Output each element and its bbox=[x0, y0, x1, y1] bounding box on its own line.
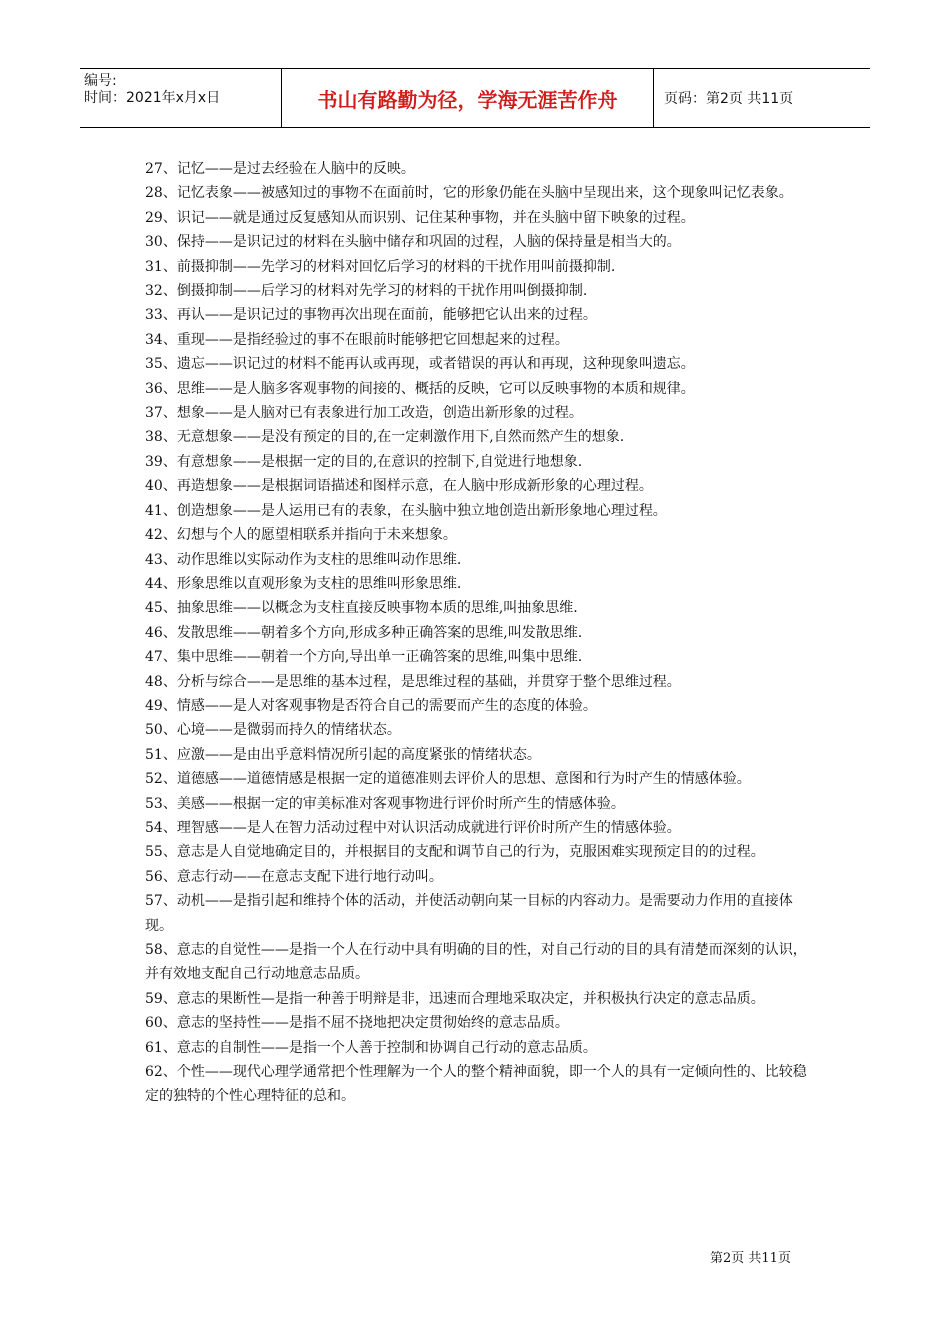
definition-paragraph: 28、记忆表象——被感知过的事物不在面前时，它的形象仍能在头脑中呈现出来，这个现象叫记忆表象。 bbox=[145, 185, 793, 202]
header-page-label: 页码：第2页 共11页 bbox=[664, 91, 794, 107]
document-header bbox=[80, 68, 870, 128]
definition-paragraph: 43、动作思维以实际动作为支柱的思维叫动作思维. bbox=[145, 551, 462, 568]
number-label: 编号: bbox=[84, 73, 117, 89]
definition-paragraph: 38、无意想象——是没有预定的目的,在一定刺激作用下,自然而然产生的想象. bbox=[145, 429, 625, 446]
document-body bbox=[145, 157, 812, 1109]
definition-paragraph: 61、意志的自制性——是指一个人善于控制和协调自己行动的意志品质。 bbox=[145, 1039, 597, 1056]
definition-paragraph: 53、美感——根据一定的审美标准对客观事物进行评价时所产生的情感体验。 bbox=[145, 795, 625, 812]
definition-paragraph: 58、意志的自觉性——是指一个人在行动中具有明确的目的性，对自己行动的目的具有清楚而深刻的认识，并有效地支配自己行动地意志品质。 bbox=[145, 942, 807, 983]
definition-paragraph: 48、分析与综合——是思维的基本过程，是思维过程的基础，并贯穿于整个思维过程。 bbox=[145, 673, 681, 690]
header-meta bbox=[80, 69, 282, 127]
definition-paragraph: 36、思维——是人脑多客观事物的间接的、概括的反映，它可以反映事物的本质和规律。 bbox=[145, 380, 695, 397]
definition-paragraph: 52、道德感——道德情感是根据一定的道德准则去评价人的思想、意图和行为时产生的情感体验。 bbox=[145, 771, 751, 788]
header-motto: 书山有路勤为径，学海无涯苦作舟 bbox=[282, 69, 654, 127]
definition-paragraph: 30、保持——是识记过的材料在头脑中储存和巩固的过程，人脑的保持量是相当大的。 bbox=[145, 234, 681, 251]
definition-paragraph: 59、意志的果断性—是指一种善于明辩是非，迅速而合理地采取决定，并积极执行决定的意志品质。 bbox=[145, 990, 765, 1007]
definition-paragraph: 40、再造想象——是根据词语描述和图样示意，在人脑中形成新形象的心理过程。 bbox=[145, 478, 653, 495]
definition-paragraph: 50、心境——是微弱而持久的情绪状态。 bbox=[145, 722, 401, 739]
time-label: 时间：2021年x月x日 bbox=[84, 90, 221, 106]
definition-paragraph: 62、个性——现代心理学通常把个性理解为一个人的整个精神面貌，即一个人的具有一定倾向性的、比较稳定的独特的个性心理特征的总和。 bbox=[145, 1064, 807, 1105]
definition-paragraph: 47、集中思维——朝着一个方向,导出单一正确答案的思维,叫集中思维. bbox=[145, 649, 583, 666]
definition-paragraph: 51、应激——是由出乎意料情况所引起的高度紧张的情绪状态。 bbox=[145, 746, 541, 763]
definition-paragraph: 31、前摄抑制——先学习的材料对回忆后学习的材料的干扰作用叫前摄抑制. bbox=[145, 258, 616, 275]
definition-paragraph: 44、形象思维以直观形象为支柱的思维叫形象思维. bbox=[145, 575, 462, 592]
definition-paragraph: 41、创造想象——是人运用已有的表象，在头脑中独立地创造出新形象地心理过程。 bbox=[145, 502, 667, 519]
definition-paragraph: 46、发散思维——朝着多个方向,形成多种正确答案的思维,叫发散思维. bbox=[145, 624, 583, 641]
definition-paragraph: 33、再认——是识记过的事物再次出现在面前，能够把它认出来的过程。 bbox=[145, 307, 597, 324]
definition-paragraph: 37、想象——是人脑对已有表象进行加工改造，创造出新形象的过程。 bbox=[145, 405, 583, 422]
definition-paragraph: 49、情感——是人对客观事物是否符合自己的需要而产生的态度的体验。 bbox=[145, 697, 597, 714]
definition-paragraph: 54、理智感——是人在智力活动过程中对认识活动成就进行评价时所产生的情感体验。 bbox=[145, 819, 681, 836]
definition-paragraph: 35、遗忘——识记过的材料不能再认或再现，或者错误的再认和再现，这种现象叫遗忘。 bbox=[145, 356, 695, 373]
page-footer: 第2页 共11页 bbox=[710, 1251, 791, 1266]
definition-paragraph: 56、意志行动——在意志支配下进行地行动叫。 bbox=[145, 868, 443, 885]
definition-paragraph: 39、有意想象——是根据一定的目的,在意识的控制下,自觉进行地想象. bbox=[145, 453, 583, 470]
definition-paragraph: 42、幻想与个人的愿望相联系并指向于未来想象。 bbox=[145, 527, 457, 544]
definition-paragraph: 45、抽象思维——以概念为支柱直接反映事物本质的思维,叫抽象思维. bbox=[145, 600, 578, 617]
definition-paragraph: 60、意志的坚持性——是指不屈不挠地把决定贯彻始终的意志品质。 bbox=[145, 1015, 569, 1032]
definition-paragraph: 57、动机——是指引起和维持个体的活动，并使活动朝向某一目标的内容动力。是需要动力作用的直接体现。 bbox=[145, 893, 793, 934]
definition-paragraph: 55、意志是人自觉地确定目的，并根据目的支配和调节自己的行为，克服困难实现预定目的的过程。 bbox=[145, 844, 765, 861]
definition-paragraph: 32、倒摄抑制——后学习的材料对先学习的材料的干扰作用叫倒摄抑制. bbox=[145, 283, 588, 300]
definition-paragraph: 34、重现——是指经验过的事不在眼前时能够把它回想起来的过程。 bbox=[145, 331, 569, 348]
definition-paragraph: 29、识记——就是通过反复感知从而识别、记住某种事物，并在头脑中留下映象的过程。 bbox=[145, 209, 695, 226]
definition-paragraph: 27、记忆——是过去经验在人脑中的反映。 bbox=[145, 161, 415, 177]
